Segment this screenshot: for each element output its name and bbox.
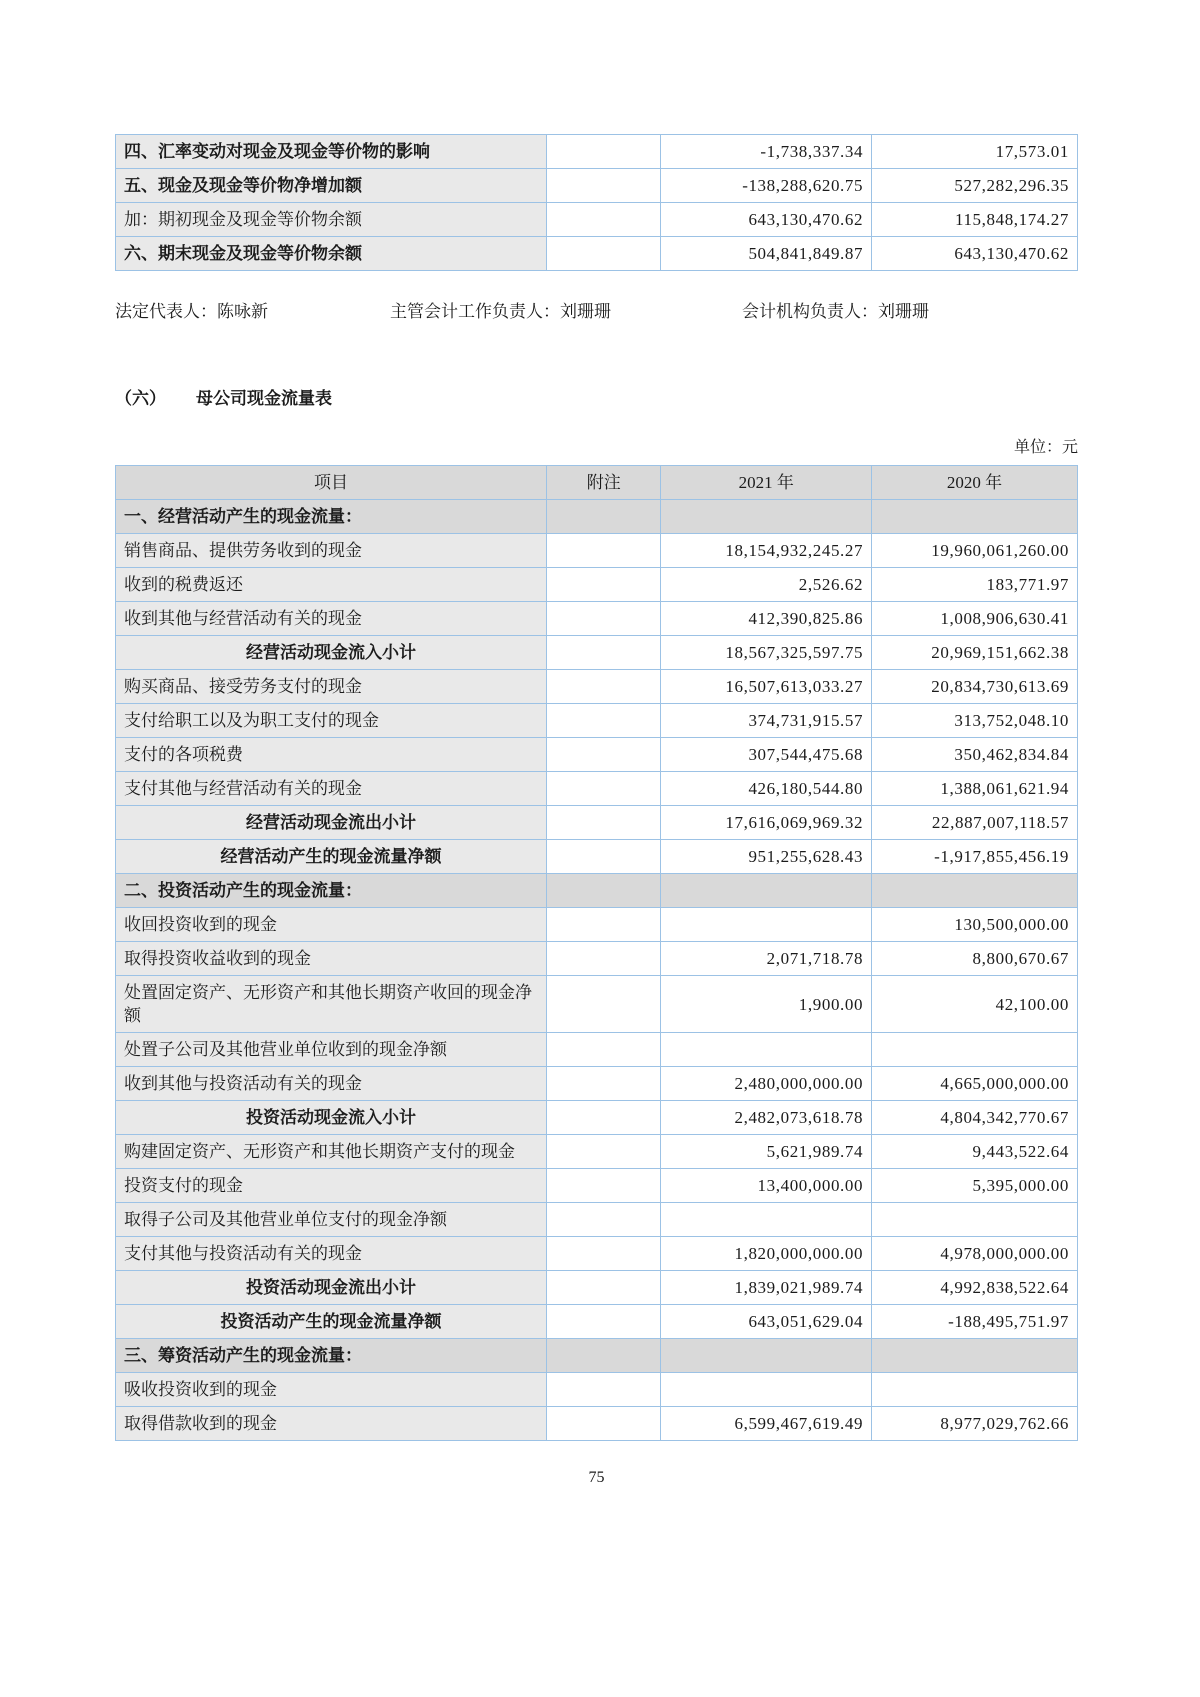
value-2020 — [872, 874, 1078, 908]
section-title-text: 母公司现金流量表 — [196, 389, 332, 408]
table-row — [116, 1067, 1078, 1101]
row-note — [546, 874, 660, 908]
row-label: 支付其他与投资活动有关的现金 — [116, 1237, 547, 1271]
row-note — [546, 1407, 660, 1441]
row-label: 六、期末现金及现金等价物余额 — [116, 237, 547, 271]
parent-company-cash-flow-table — [115, 465, 1078, 1441]
value-2021: 951,255,628.43 — [661, 840, 872, 874]
value-2021 — [661, 500, 872, 534]
section-row — [116, 874, 1078, 908]
value-2021: 2,480,000,000.00 — [661, 1067, 872, 1101]
value-2020: 313,752,048.10 — [872, 704, 1078, 738]
value-2021: 2,526.62 — [661, 568, 872, 602]
value-2021: 643,130,470.62 — [661, 203, 872, 237]
value-2020 — [872, 1203, 1078, 1237]
value-2020: 8,800,670.67 — [872, 942, 1078, 976]
value-2021: 17,616,069,969.32 — [661, 806, 872, 840]
row-note — [546, 772, 660, 806]
table-row — [116, 169, 1078, 203]
table-row — [116, 1033, 1078, 1067]
value-2021: 412,390,825.86 — [661, 602, 872, 636]
value-2020: 1,388,061,621.94 — [872, 772, 1078, 806]
value-2021 — [661, 874, 872, 908]
table-row — [116, 1237, 1078, 1271]
table-row — [116, 772, 1078, 806]
chief-accountant: 主管会计工作负责人：刘珊珊 — [390, 302, 611, 321]
value-2021: -138,288,620.75 — [661, 169, 872, 203]
value-2020: 183,771.97 — [872, 568, 1078, 602]
value-2021 — [661, 1033, 872, 1067]
cash-equivalents-summary-table — [115, 134, 1078, 271]
value-2020: 115,848,174.27 — [872, 203, 1078, 237]
row-note — [546, 1033, 660, 1067]
value-2021: 2,482,073,618.78 — [661, 1101, 872, 1135]
value-2020: -188,495,751.97 — [872, 1305, 1078, 1339]
value-2020 — [872, 1033, 1078, 1067]
row-note — [546, 602, 660, 636]
value-2021: 307,544,475.68 — [661, 738, 872, 772]
row-label: 收回投资收到的现金 — [116, 908, 547, 942]
row-note — [546, 1101, 660, 1135]
accounting-dept-head: 会计机构负责人：刘珊珊 — [742, 302, 929, 321]
header-2020: 2020 年 — [872, 466, 1078, 500]
row-note — [546, 942, 660, 976]
row-label: 购建固定资产、无形资产和其他长期资产支付的现金 — [116, 1135, 547, 1169]
row-label: 取得借款收到的现金 — [116, 1407, 547, 1441]
value-2020: 22,887,007,118.57 — [872, 806, 1078, 840]
section-title — [115, 387, 1078, 411]
row-label: 加：期初现金及现金等价物余额 — [116, 203, 547, 237]
value-2020: 4,978,000,000.00 — [872, 1237, 1078, 1271]
value-2021: 1,900.00 — [661, 976, 872, 1033]
row-note — [546, 534, 660, 568]
section-row — [116, 500, 1078, 534]
table-row — [116, 1135, 1078, 1169]
row-note — [546, 840, 660, 874]
value-2020: 1,008,906,630.41 — [872, 602, 1078, 636]
value-2021 — [661, 1339, 872, 1373]
value-2020: 643,130,470.62 — [872, 237, 1078, 271]
row-note — [546, 636, 660, 670]
row-note — [546, 1373, 660, 1407]
section-number: （六） — [115, 389, 166, 408]
row-label: 经营活动产生的现金流量净额 — [116, 840, 547, 874]
row-label: 处置固定资产、无形资产和其他长期资产收回的现金净额 — [116, 976, 547, 1033]
row-label: 支付的各项税费 — [116, 738, 547, 772]
value-2020: 20,834,730,613.69 — [872, 670, 1078, 704]
row-note — [546, 704, 660, 738]
value-2021: 1,839,021,989.74 — [661, 1271, 872, 1305]
value-2021 — [661, 1203, 872, 1237]
value-2020 — [872, 1339, 1078, 1373]
row-label: 购买商品、接受劳务支付的现金 — [116, 670, 547, 704]
page-number: 75 — [588, 1469, 605, 1486]
row-note — [546, 135, 660, 169]
table-row — [116, 670, 1078, 704]
row-note — [546, 1271, 660, 1305]
row-label: 经营活动现金流入小计 — [116, 636, 547, 670]
row-note — [546, 1169, 660, 1203]
subtotal-row — [116, 1271, 1078, 1305]
table-row — [116, 1169, 1078, 1203]
row-label: 投资活动现金流出小计 — [116, 1271, 547, 1305]
row-label: 取得子公司及其他营业单位支付的现金净额 — [116, 1203, 547, 1237]
row-note — [546, 670, 660, 704]
value-2021 — [661, 908, 872, 942]
row-note — [546, 1305, 660, 1339]
header-2021: 2021 年 — [661, 466, 872, 500]
subtotal-row — [116, 636, 1078, 670]
row-label: 吸收投资收到的现金 — [116, 1373, 547, 1407]
table-row — [116, 908, 1078, 942]
value-2020: 20,969,151,662.38 — [872, 636, 1078, 670]
row-note — [546, 976, 660, 1033]
section-row — [116, 1339, 1078, 1373]
table-row — [116, 1373, 1078, 1407]
value-2021: 643,051,629.04 — [661, 1305, 872, 1339]
value-2020 — [872, 500, 1078, 534]
row-note — [546, 806, 660, 840]
table-row — [116, 738, 1078, 772]
row-label: 五、现金及现金等价物净增加额 — [116, 169, 547, 203]
row-label: 一、经营活动产生的现金流量： — [116, 500, 547, 534]
value-2021: 6,599,467,619.49 — [661, 1407, 872, 1441]
header-note: 附注 — [546, 466, 660, 500]
table-row — [116, 704, 1078, 738]
row-label: 经营活动现金流出小计 — [116, 806, 547, 840]
row-note — [546, 568, 660, 602]
value-2021: 5,621,989.74 — [661, 1135, 872, 1169]
table-row — [116, 534, 1078, 568]
table-row — [116, 1407, 1078, 1441]
table-row — [116, 237, 1078, 271]
row-label: 投资活动现金流入小计 — [116, 1101, 547, 1135]
value-2021: 374,731,915.57 — [661, 704, 872, 738]
value-2020: 9,443,522.64 — [872, 1135, 1078, 1169]
row-note — [546, 908, 660, 942]
value-2020: 42,100.00 — [872, 976, 1078, 1033]
table-row — [116, 568, 1078, 602]
value-2021: 18,154,932,245.27 — [661, 534, 872, 568]
table-row — [116, 602, 1078, 636]
row-label: 投资支付的现金 — [116, 1169, 547, 1203]
value-2021: 1,820,000,000.00 — [661, 1237, 872, 1271]
value-2020: 5,395,000.00 — [872, 1169, 1078, 1203]
row-label: 四、汇率变动对现金及现金等价物的影响 — [116, 135, 547, 169]
value-2020: 19,960,061,260.00 — [872, 534, 1078, 568]
signature-line — [115, 301, 1078, 323]
row-label: 二、投资活动产生的现金流量： — [116, 874, 547, 908]
subtotal-row — [116, 840, 1078, 874]
value-2021: 2,071,718.78 — [661, 942, 872, 976]
value-2020: 8,977,029,762.66 — [872, 1407, 1078, 1441]
subtotal-row — [116, 1101, 1078, 1135]
row-label: 投资活动产生的现金流量净额 — [116, 1305, 547, 1339]
row-label: 支付给职工以及为职工支付的现金 — [116, 704, 547, 738]
value-2021: 504,841,849.87 — [661, 237, 872, 271]
row-label: 支付其他与经营活动有关的现金 — [116, 772, 547, 806]
row-label: 三、筹资活动产生的现金流量： — [116, 1339, 547, 1373]
value-2020: 4,992,838,522.64 — [872, 1271, 1078, 1305]
value-2020: 130,500,000.00 — [872, 908, 1078, 942]
value-2020: 4,665,000,000.00 — [872, 1067, 1078, 1101]
row-note — [546, 1067, 660, 1101]
value-2021: -1,738,337.34 — [661, 135, 872, 169]
unit-label: 单位：元 — [1013, 439, 1078, 456]
row-note — [546, 1339, 660, 1373]
value-2020 — [872, 1373, 1078, 1407]
value-2021: 426,180,544.80 — [661, 772, 872, 806]
row-note — [546, 1135, 660, 1169]
subtotal-row — [116, 1305, 1078, 1339]
subtotal-row — [116, 806, 1078, 840]
value-2021 — [661, 1373, 872, 1407]
row-label: 销售商品、提供劳务收到的现金 — [116, 534, 547, 568]
value-2020: 527,282,296.35 — [872, 169, 1078, 203]
row-label: 收到其他与投资活动有关的现金 — [116, 1067, 547, 1101]
table-row — [116, 135, 1078, 169]
table-row — [116, 942, 1078, 976]
header-item: 项目 — [116, 466, 547, 500]
row-note — [546, 1203, 660, 1237]
value-2020: 4,804,342,770.67 — [872, 1101, 1078, 1135]
value-2021: 18,567,325,597.75 — [661, 636, 872, 670]
row-label: 收到的税费返还 — [116, 568, 547, 602]
row-note — [546, 237, 660, 271]
legal-representative: 法定代表人：陈咏新 — [115, 302, 268, 321]
value-2020: 17,573.01 — [872, 135, 1078, 169]
row-label: 处置子公司及其他营业单位收到的现金净额 — [116, 1033, 547, 1067]
row-note — [546, 203, 660, 237]
cash-equivalents-summary-section — [115, 0, 1078, 271]
value-2020: -1,917,855,456.19 — [872, 840, 1078, 874]
value-2020: 350,462,834.84 — [872, 738, 1078, 772]
table-row — [116, 203, 1078, 237]
page-content — [115, 0, 1078, 1487]
table-header-row — [116, 466, 1078, 500]
row-note — [546, 169, 660, 203]
row-note — [546, 738, 660, 772]
value-2021: 13,400,000.00 — [661, 1169, 872, 1203]
value-2021: 16,507,613,033.27 — [661, 670, 872, 704]
row-label: 取得投资收益收到的现金 — [116, 942, 547, 976]
row-note — [546, 1237, 660, 1271]
table-row — [116, 976, 1078, 1033]
row-note — [546, 500, 660, 534]
table-row — [116, 1203, 1078, 1237]
row-label: 收到其他与经营活动有关的现金 — [116, 602, 547, 636]
